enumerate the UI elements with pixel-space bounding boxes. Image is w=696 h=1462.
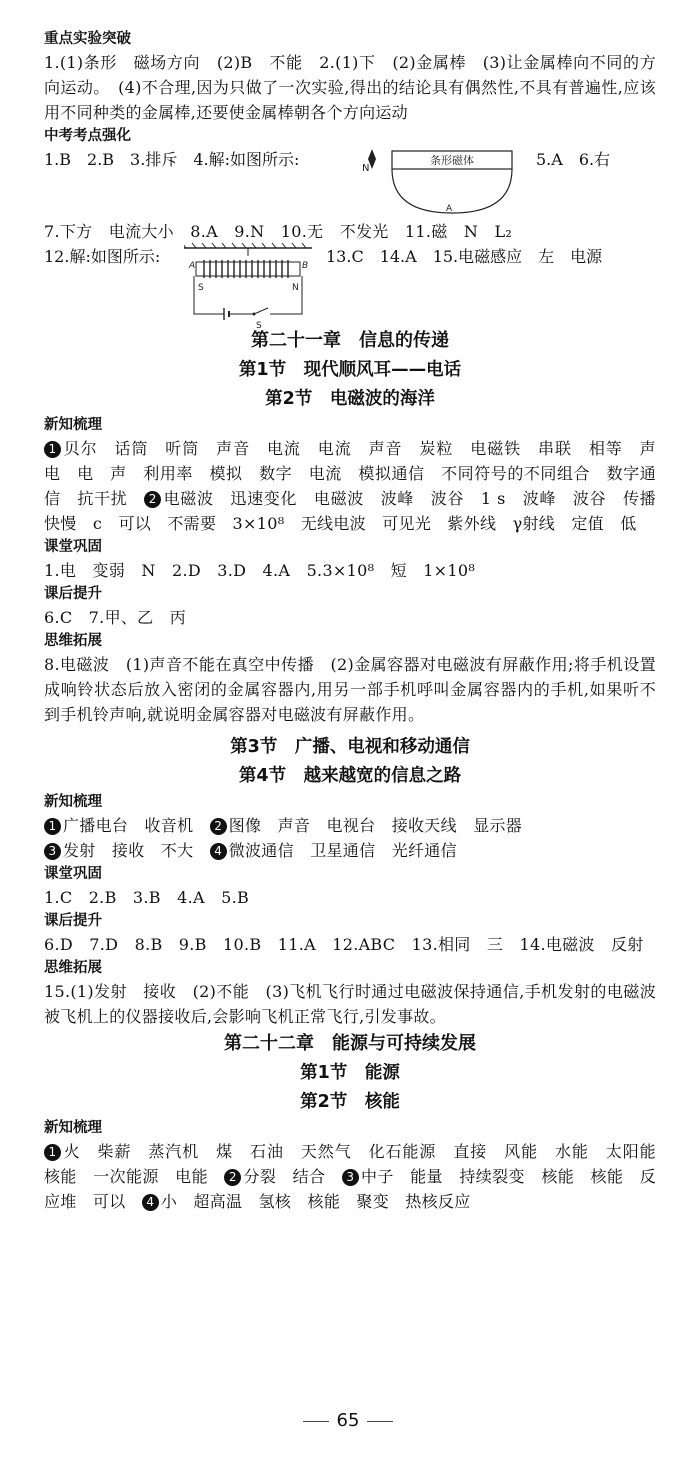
chapter-22-title: 第二十二章 能源与可持续发展 bbox=[224, 1033, 476, 1054]
classroom-review-2-answers: 1.C 2.B 3.B 4.A 5.B bbox=[44, 888, 250, 907]
heading-thinking-extension: 思维拓展 bbox=[44, 633, 102, 649]
thinking-extension-answers: 8.电磁波 (1)声音不能在真空中传播 (2)金属容器对电磁波有屏蔽作用;将手机设置成响铃状态后放入密闭的金属容器内,用另一部手机呼叫金属容器内的手机,如果听不到手机铃声响,就说明金属容器对电磁波有屏蔽作用。 bbox=[44, 655, 656, 724]
section-broadcast: 第3节 广播、电视和移动通信 bbox=[230, 737, 470, 757]
new-knowledge-3-answers: 1 火 柴薪 蒸汽机 煤 石油 天然气 化石能源 直接 风能 水能 太阳能 核能 一次能源 电能 2 分裂 结合 3 中子 能量 持续裂变 核能 核能 反应堆 可以 4 小 超高温 氢核 核能 聚变 热核反应 bbox=[44, 1142, 673, 1211]
magnet-field-figure bbox=[362, 141, 532, 221]
new-knowledge-answers: 1 贝尔 话筒 听筒 声音 电流 电流 声音 炭粒 电磁铁 串联 相等 声 电 电 声 利用率 模拟 数字 电流 模拟通信 不同符号的不同组合 数字通信 抗干扰 2 电磁波 迅速变化 电磁波 波峰 波谷 1 s 波峰 波谷 传播快慢 c 可以 不需要 3×10⁸ 无线电波 可见光 紫外线 γ射线 定值 低 bbox=[44, 439, 673, 533]
exam-answers-5-6: 5.A 6.右 bbox=[536, 150, 611, 169]
svg-text:N: N bbox=[362, 163, 370, 174]
heading-after-class-2: 课后提升 bbox=[44, 913, 102, 929]
svg-text:S: S bbox=[198, 283, 204, 293]
section-energy: 第1节 能源 bbox=[300, 1063, 400, 1083]
page-number: 65 bbox=[0, 1410, 696, 1431]
section-telephone: 第1节 现代顺风耳——电话 bbox=[238, 360, 462, 380]
section-nuclear: 第2节 核能 bbox=[300, 1092, 400, 1112]
exam-row-3 bbox=[44, 244, 656, 326]
heading-new-knowledge: 新知梳理 bbox=[44, 417, 102, 433]
section-em-waves: 第2节 电磁波的海洋 bbox=[265, 389, 435, 409]
after-class-answers: 6.C 7.甲、乙 丙 bbox=[44, 608, 187, 627]
exam-answers-1-4: 1.B 2.B 3.排斥 4.解:如图所示: bbox=[44, 150, 300, 169]
svg-text:B: B bbox=[302, 261, 309, 271]
heading-exam-points: 中考考点强化 bbox=[44, 128, 131, 144]
heading-new-knowledge-2: 新知梳理 bbox=[44, 794, 102, 810]
new-knowledge-2-line2: 3 发射 接收 不大 4 微波通信 卫星通信 光纤通信 bbox=[44, 838, 656, 863]
heading-thinking-extension-2: 思维拓展 bbox=[44, 960, 102, 976]
new-knowledge-2-line1: 1 广播电台 收音机 2 图像 声音 电视台 接收天线 显示器 bbox=[44, 813, 656, 838]
svg-text:A: A bbox=[189, 261, 196, 271]
exam-answers-12: 12.解:如图所示: bbox=[44, 247, 161, 266]
key-experiments-answers: 1.(1)条形 磁场方向 (2)B 不能 2.(1)下 (2)金属棒 (3)让金属棒向不同的方向运动。 (4)不合理,因为只做了一次实验,得出的结论具有偶然性,不具有普遍性,应该用不同种类的金属棒,还要使金属棒朝各个方向运动 bbox=[44, 53, 656, 122]
heading-key-experiments: 重点实验突破 bbox=[44, 31, 131, 47]
thinking-extension-2-answers: 15.(1)发射 接收 (2)不能 (3)飞机飞行时通过电磁波保持通信,手机发射的电磁波被飞机上的仪器接收后,会影响飞机正常飞行,引发事故。 bbox=[44, 982, 656, 1026]
chapter-21-title: 第二十一章 信息的传递 bbox=[251, 330, 449, 351]
svg-text:S: S bbox=[256, 321, 262, 328]
circle-1-badge: 1 bbox=[44, 441, 61, 458]
svg-text:N: N bbox=[292, 283, 299, 293]
electromagnet-figure bbox=[184, 242, 314, 328]
section-info-road: 第4节 越来越宽的信息之路 bbox=[238, 766, 462, 786]
after-class-2-answers: 6.D 7.D 8.B 9.B 10.B 11.A 12.ABC 13.相同 三 14.电磁波 反射 bbox=[44, 935, 644, 954]
heading-new-knowledge-3: 新知梳理 bbox=[44, 1120, 102, 1136]
heading-classroom-review: 课堂巩固 bbox=[44, 539, 102, 555]
heading-classroom-review-2: 课堂巩固 bbox=[44, 866, 102, 882]
answer-page bbox=[44, 28, 673, 1214]
circle-2-badge: 2 bbox=[144, 491, 161, 508]
exam-answers-13-15: 13.C 14.A 15.电磁感应 左 电源 bbox=[326, 247, 603, 266]
svg-text:条形磁体: 条形磁体 bbox=[430, 154, 474, 167]
heading-after-class: 课后提升 bbox=[44, 586, 102, 602]
exam-answers-7-11: 7.下方 电流大小 8.A 9.N 10.无 不发光 11.磁 N L₂ bbox=[44, 222, 513, 241]
svg-text:A: A bbox=[446, 204, 453, 214]
exam-row-1 bbox=[44, 147, 656, 219]
classroom-review-answers: 1.电 变弱 N 2.D 3.D 4.A 5.3×10⁸ 短 1×10⁸ bbox=[44, 561, 476, 580]
